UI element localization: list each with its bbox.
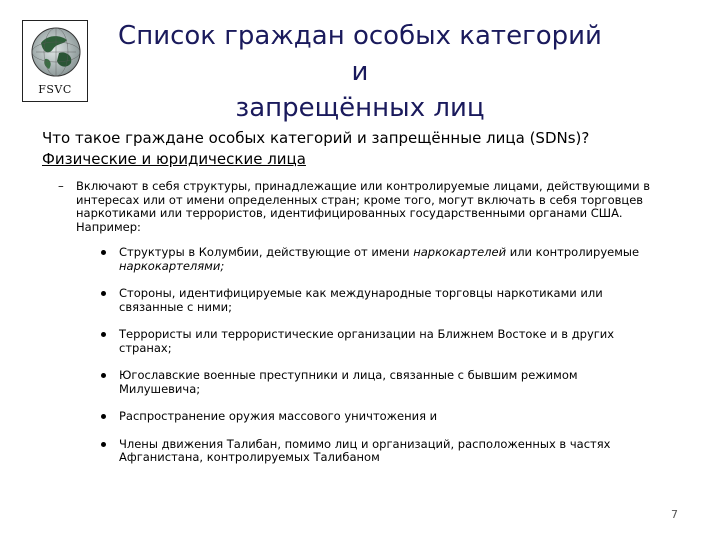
- title-line-2: запрещённых лиц: [235, 93, 485, 123]
- bullet-dot: [101, 250, 106, 255]
- bullet-text: Распространение оружия массового уничтожения и: [119, 409, 438, 423]
- bullet-list: [115, 246, 655, 479]
- bullet-dot: [101, 373, 106, 378]
- bullet-emphasis: наркокартелей: [413, 245, 507, 259]
- bullet-item: [115, 287, 655, 314]
- bullet-text-mid: или контролируемые: [506, 245, 640, 259]
- bullet-item: [115, 438, 655, 465]
- bullet-text-pre: Структуры в Колумбии, действующие от имени: [119, 245, 414, 259]
- dash-list-item: [58, 179, 656, 234]
- bullet-text: Члены движения Талибан, помимо лиц и организаций, расположенных в частях Афганистана, контролируемых Талибаном: [119, 436, 611, 464]
- bullet-text: Террористы или террористические организации на Ближнем Востоке и в других странах;: [119, 327, 615, 355]
- bullet-text: Югославские военные преступники и лица, связанные с бывшим режимом Милушевича;: [119, 368, 578, 396]
- question-heading: Что такое граждане особых категорий и запрещённые лица (SDNs)?: [42, 129, 590, 147]
- bullet-text: Стороны, идентифицируемые как международные торговцы наркотиками или связанные с ними;: [119, 286, 603, 314]
- globe-icon: [29, 25, 83, 79]
- bullet-emphasis: наркокартелями;: [119, 258, 225, 273]
- bullet-item: [115, 410, 655, 424]
- section-subtitle: Физические и юридические лица: [42, 150, 306, 168]
- title-line-1: Список граждан особых категорий и: [118, 21, 602, 87]
- logo-text: FSVC: [38, 83, 72, 96]
- bullet-item: [115, 246, 655, 273]
- page-number: 7: [671, 508, 678, 521]
- bullet-dot: [101, 414, 106, 419]
- dash-text: Включают в себя структуры, принадлежащие или контролируемые лицами, действующими в интересах или от имени определенных стран; кроме того, могут включать в себя торговцев наркотиками или террористов, идентифицированных государственными органами США. Например:: [76, 179, 651, 234]
- bullet-dot: [101, 442, 106, 447]
- fsvc-logo: [22, 20, 88, 102]
- bullet-item: [115, 369, 655, 396]
- dash-marker: –: [58, 179, 64, 193]
- bullet-dot: [101, 332, 106, 337]
- bullet-item: [115, 328, 655, 355]
- page-title: [110, 18, 610, 126]
- bullet-dot: [101, 291, 106, 296]
